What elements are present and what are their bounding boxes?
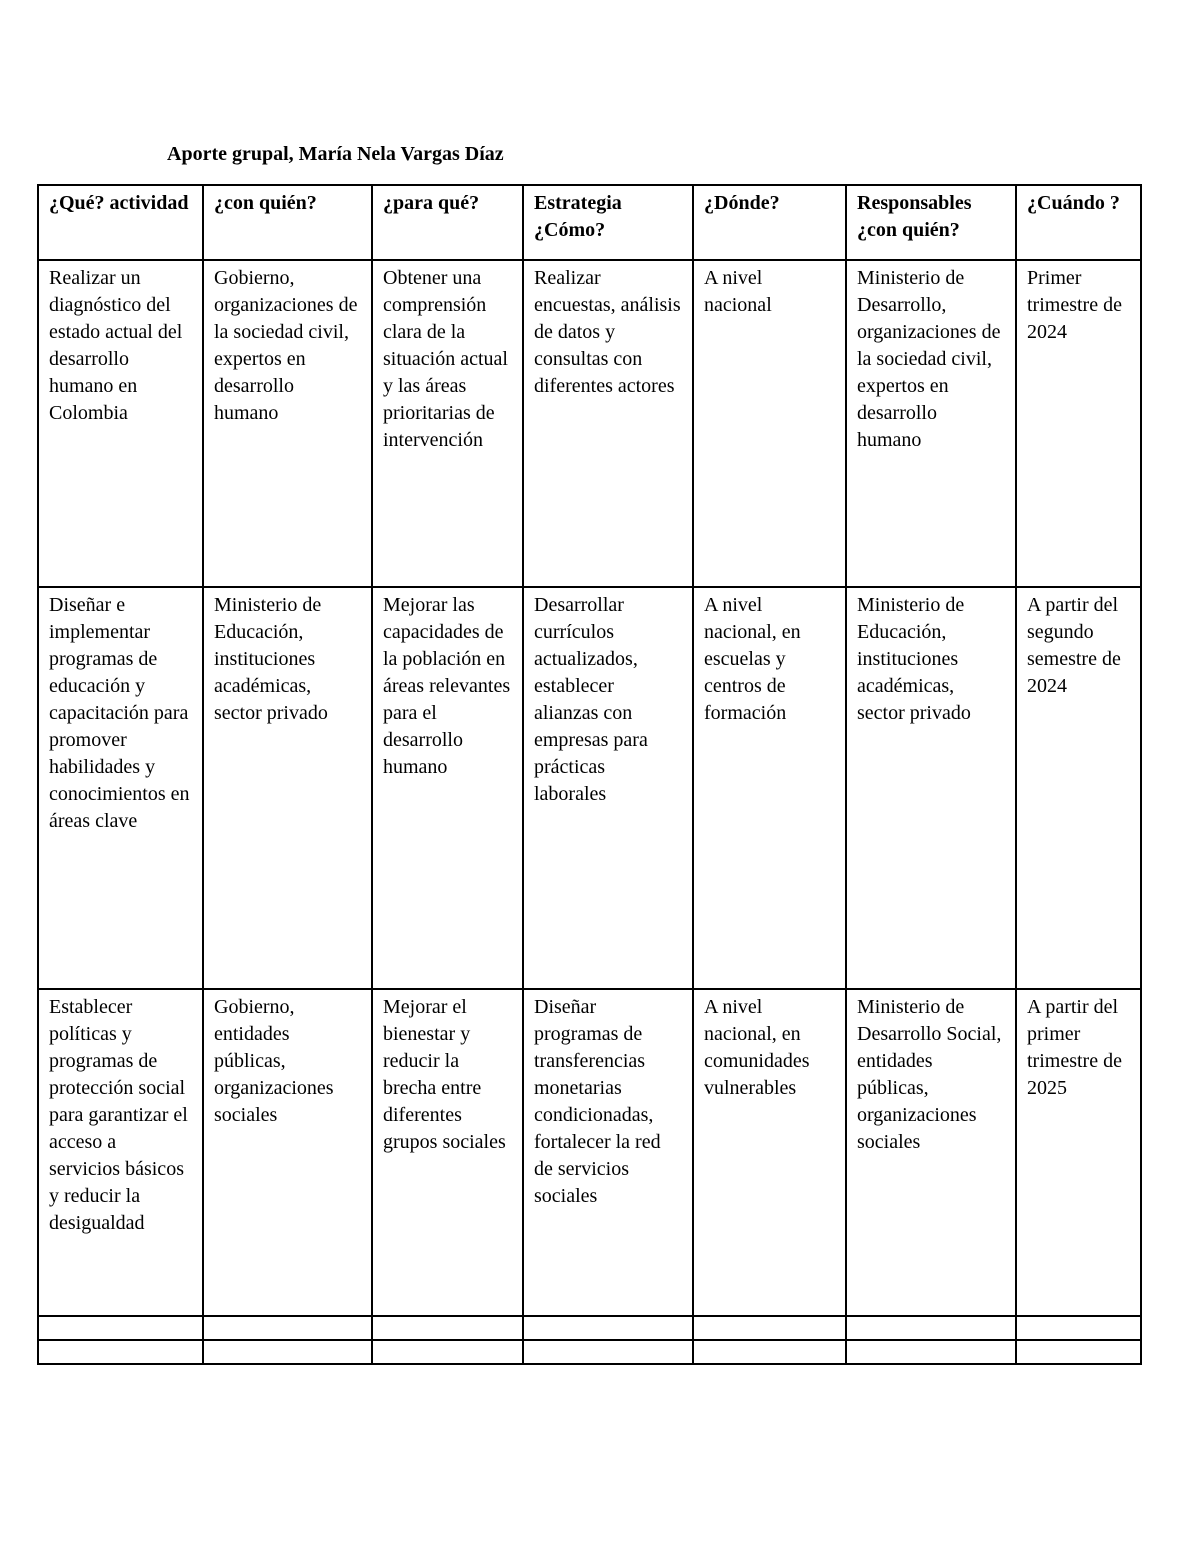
cell-estrategia: Diseñar programas de transferencias monetarias condicionadas, fortalecer la red de servicios sociales (523, 989, 693, 1316)
header-donde: ¿Dónde? (693, 185, 846, 260)
action-plan-table (37, 184, 1142, 1365)
cell-cuando: A partir del primer trimestre de 2025 (1016, 989, 1141, 1316)
empty-cell (38, 1340, 203, 1364)
empty-cell (1016, 1316, 1141, 1340)
cell-actividad: Diseñar e implementar programas de educación y capacitación para promover habilidades y conocimientos en áreas clave (38, 587, 203, 989)
empty-cell (846, 1316, 1016, 1340)
table-row (38, 989, 1141, 1316)
table-row (38, 260, 1141, 587)
cell-actividad: Establecer políticas y programas de protección social para garantizar el acceso a servicios básicos y reducir la desigualdad (38, 989, 203, 1316)
cell-donde: A nivel nacional (693, 260, 846, 587)
header-responsables: Responsables ¿con quién? (846, 185, 1016, 260)
empty-cell (693, 1340, 846, 1364)
empty-cell (203, 1340, 372, 1364)
cell-para-que: Mejorar el bienestar y reducir la brecha entre diferentes grupos sociales (372, 989, 523, 1316)
cell-donde: A nivel nacional, en escuelas y centros de formación (693, 587, 846, 989)
cell-con-quien: Gobierno, entidades públicas, organizaciones sociales (203, 989, 372, 1316)
empty-cell (372, 1340, 523, 1364)
cell-para-que: Mejorar las capacidades de la población en áreas relevantes para el desarrollo humano (372, 587, 523, 989)
empty-table-row (38, 1340, 1141, 1364)
empty-table-row (38, 1316, 1141, 1340)
cell-con-quien: Gobierno, organizaciones de la sociedad civil, expertos en desarrollo humano (203, 260, 372, 587)
document-title: Aporte grupal, María Nela Vargas Díaz (167, 143, 504, 165)
empty-cell (372, 1316, 523, 1340)
header-estrategia-como: Estrategia ¿Cómo? (523, 185, 693, 260)
cell-para-que: Obtener una comprensión clara de la situación actual y las áreas prioritarias de intervención (372, 260, 523, 587)
cell-cuando: A partir del segundo semestre de 2024 (1016, 587, 1141, 989)
empty-cell (846, 1340, 1016, 1364)
table-header-row (38, 185, 1141, 260)
empty-cell (523, 1316, 693, 1340)
cell-actividad: Realizar un diagnóstico del estado actual del desarrollo humano en Colombia (38, 260, 203, 587)
empty-cell (203, 1316, 372, 1340)
cell-con-quien: Ministerio de Educación, instituciones académicas, sector privado (203, 587, 372, 989)
cell-estrategia: Desarrollar currículos actualizados, establecer alianzas con empresas para prácticas laborales (523, 587, 693, 989)
header-que-actividad: ¿Qué? actividad (38, 185, 203, 260)
cell-responsables: Ministerio de Desarrollo, organizaciones de la sociedad civil, expertos en desarrollo humano (846, 260, 1016, 587)
empty-cell (523, 1340, 693, 1364)
cell-responsables: Ministerio de Educación, instituciones académicas, sector privado (846, 587, 1016, 989)
cell-responsables: Ministerio de Desarrollo Social, entidades públicas, organizaciones sociales (846, 989, 1016, 1316)
cell-estrategia: Realizar encuestas, análisis de datos y consultas con diferentes actores (523, 260, 693, 587)
header-con-quien: ¿con quién? (203, 185, 372, 260)
cell-donde: A nivel nacional, en comunidades vulnerables (693, 989, 846, 1316)
table-row (38, 587, 1141, 989)
header-para-que: ¿para qué? (372, 185, 523, 260)
cell-cuando: Primer trimestre de 2024 (1016, 260, 1141, 587)
empty-cell (1016, 1340, 1141, 1364)
empty-cell (693, 1316, 846, 1340)
header-cuando: ¿Cuándo ? (1016, 185, 1141, 260)
empty-cell (38, 1316, 203, 1340)
